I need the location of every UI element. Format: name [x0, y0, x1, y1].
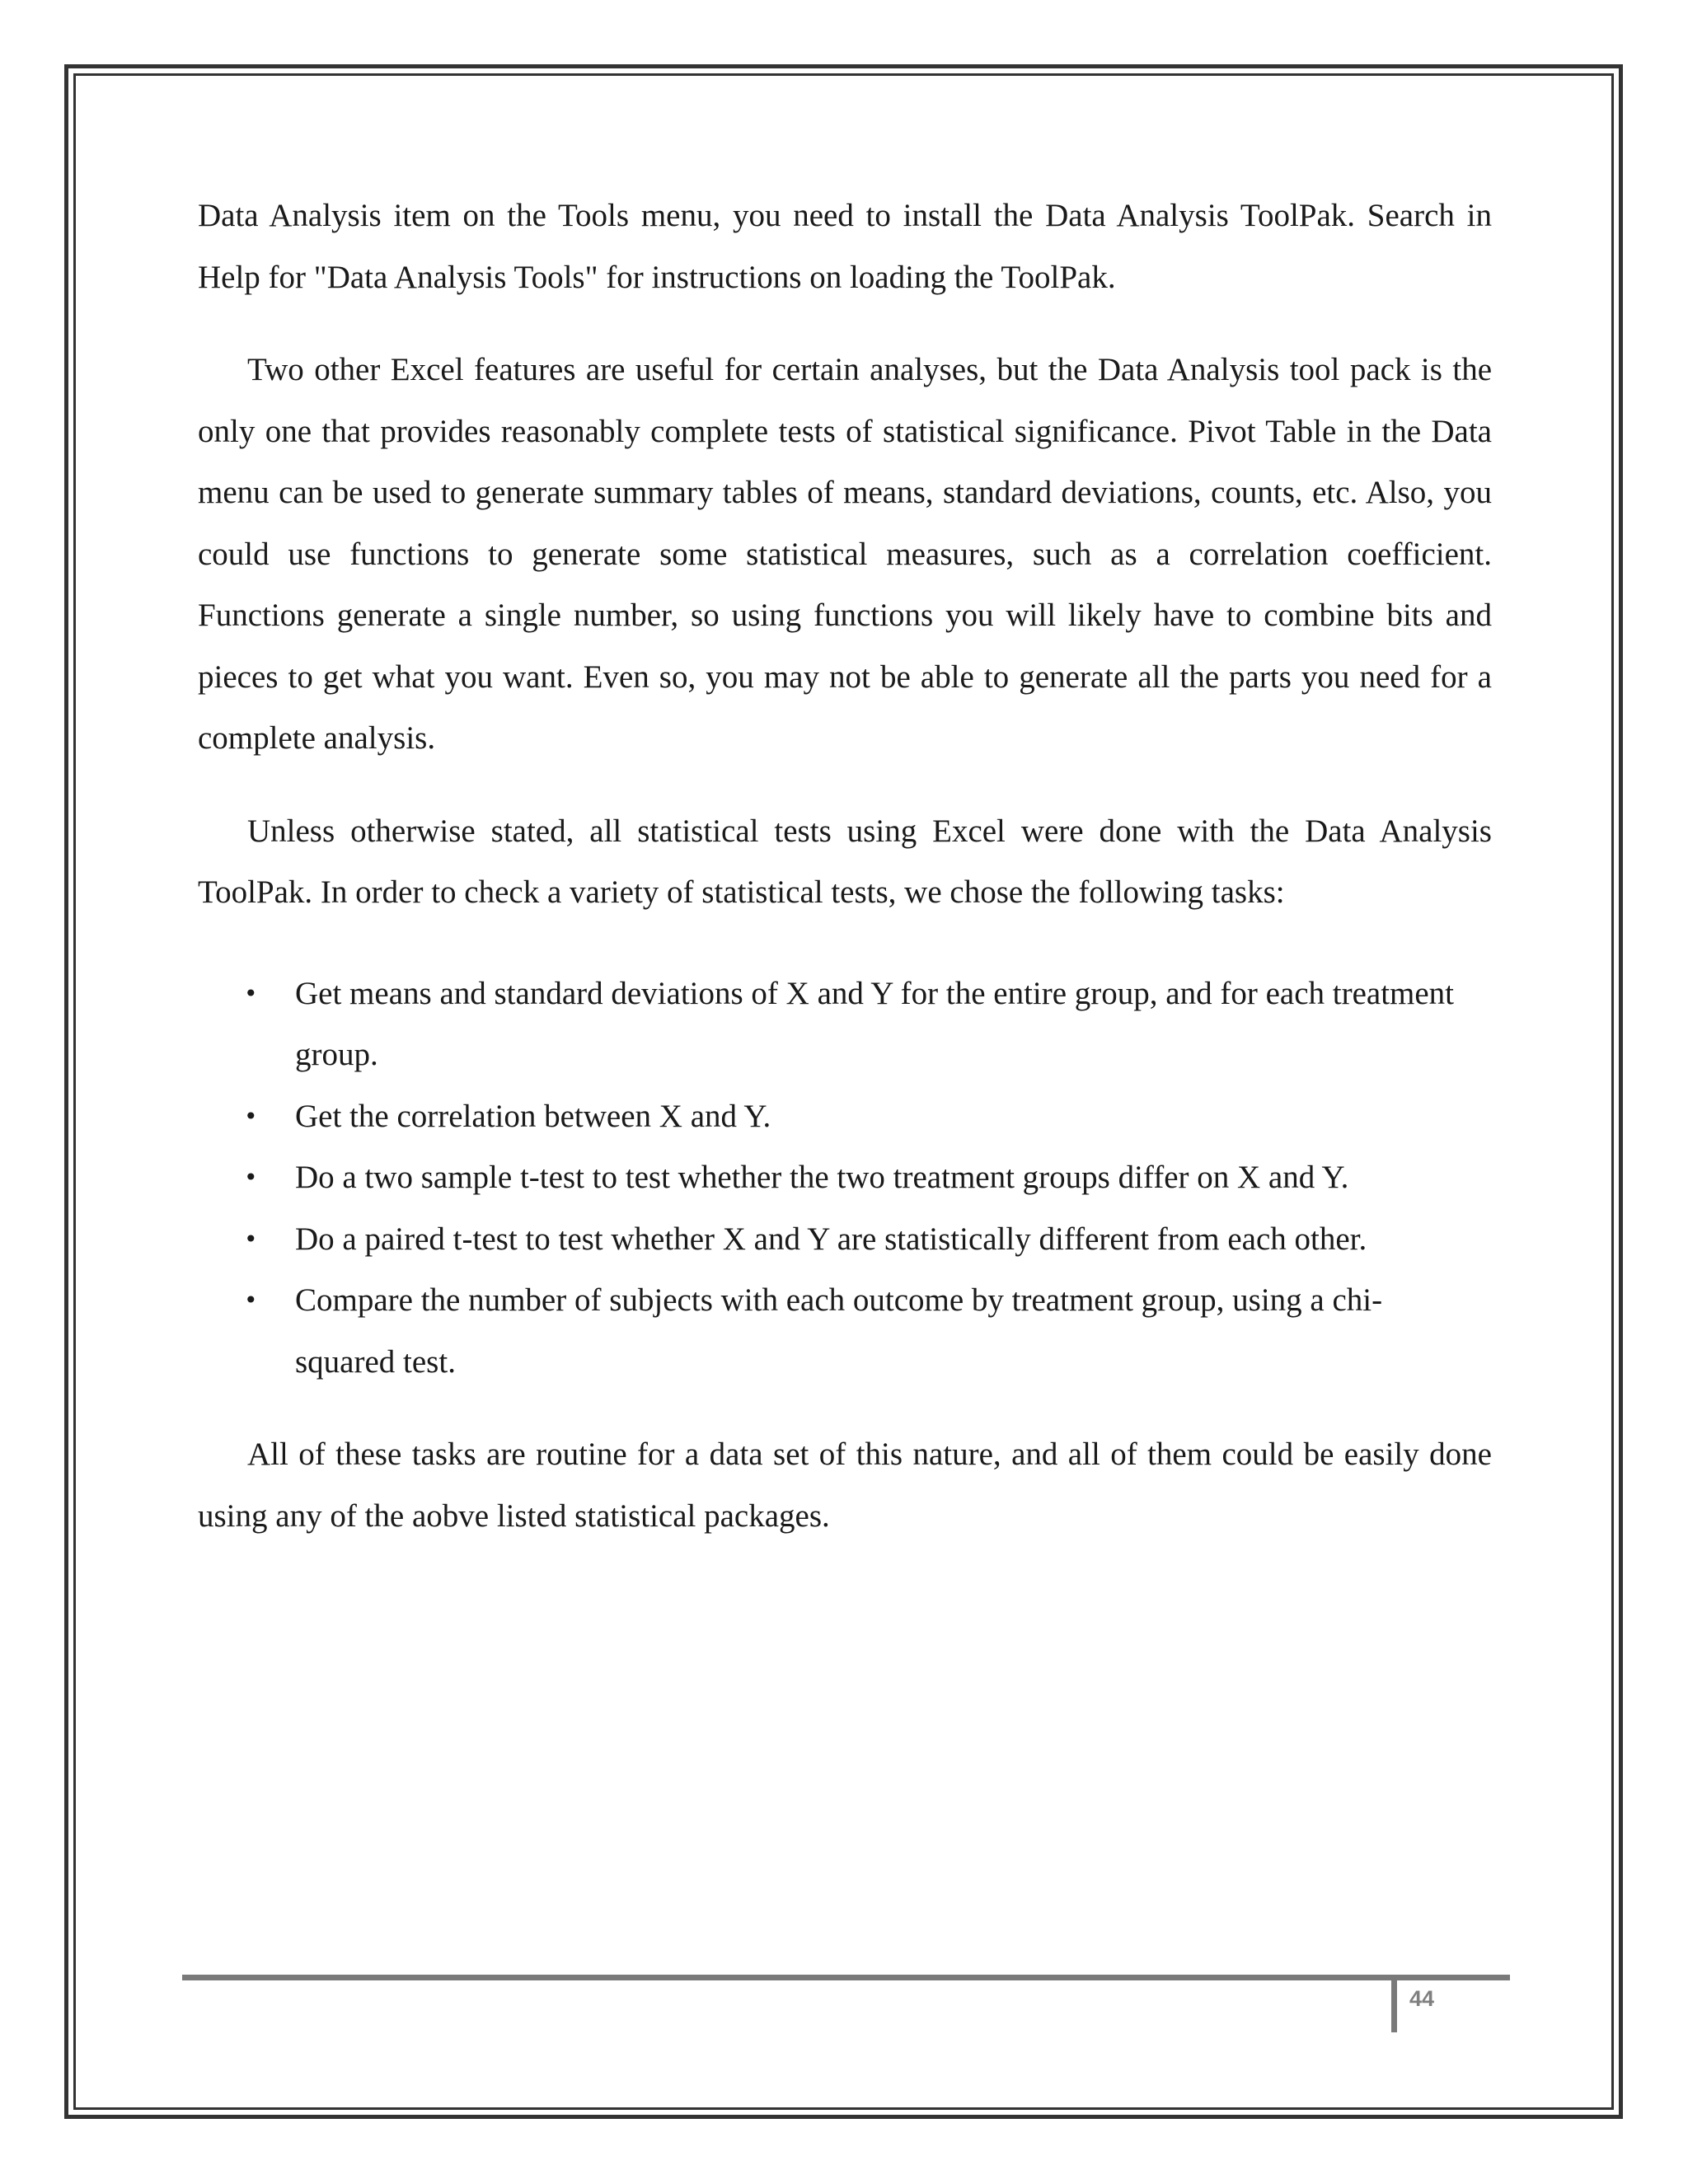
paragraph-excel-features: Two other Excel features are useful for certain analyses, but the Data Analysis tool pack is the only one that provides reasonably complete tests of statistical significance. Pivot Table in the Data menu can be used to generate summary tables of means, standard deviations, counts, etc. Also, you could use functions to generate some statistical measures, such as a correlation coefficient. Functions generate a single number, so using functions you will likely have to combine bits and pieces to get what you want. Even so, you may not be able to generate all the parts you need for a complete analysis.: [198, 352, 1492, 756]
list-item-text: Get means and standard deviations of X and Y for the entire group, and for each treatment group.: [295, 975, 1455, 1072]
footer-rule: [182, 1975, 1510, 1980]
footer-divider: [1391, 1975, 1397, 2032]
bullet-icon: •: [244, 1102, 258, 1130]
paragraph-tasks-intro: Unless otherwise stated, all statistical tests using Excel were done with the Data Analysis ToolPak. In order to check a variety of statistical tests, we chose the following tasks:: [198, 813, 1492, 910]
bullet-icon: •: [244, 1225, 258, 1253]
bullet-icon: •: [244, 1164, 258, 1191]
bullet-icon: •: [244, 979, 258, 1007]
list-item-text: Do a two sample t-test to test whether the two treatment groups differ on X and Y.: [295, 1160, 1349, 1195]
list-item: [244, 963, 1482, 1086]
paragraph-toolpak-install: Data Analysis item on the Tools menu, you need to install the Data Analysis ToolPak. Search in Help for "Data Analysis Tools" for instructions on loading the ToolPak.: [198, 198, 1492, 295]
list-item: [244, 1147, 1482, 1209]
bullet-icon: •: [244, 1286, 258, 1314]
list-item: [244, 1209, 1482, 1271]
page-number: 44: [1409, 1986, 1435, 2011]
document-body: [198, 185, 1492, 1578]
list-item-text: Compare the number of subjects with each outcome by treatment group, using a chi-squared test.: [295, 1282, 1383, 1380]
task-list: [198, 963, 1482, 1394]
list-item-text: Get the correlation between X and Y.: [295, 1098, 771, 1134]
list-item-text: Do a paired t-test to test whether X and Y are statistically different from each other.: [295, 1221, 1367, 1257]
list-item: [244, 1270, 1482, 1393]
list-item: [244, 1086, 1482, 1148]
paragraph-conclusion: All of these tasks are routine for a data set of this nature, and all of them could be easily done using any of the aobve listed statistical packages.: [198, 1436, 1492, 1534]
